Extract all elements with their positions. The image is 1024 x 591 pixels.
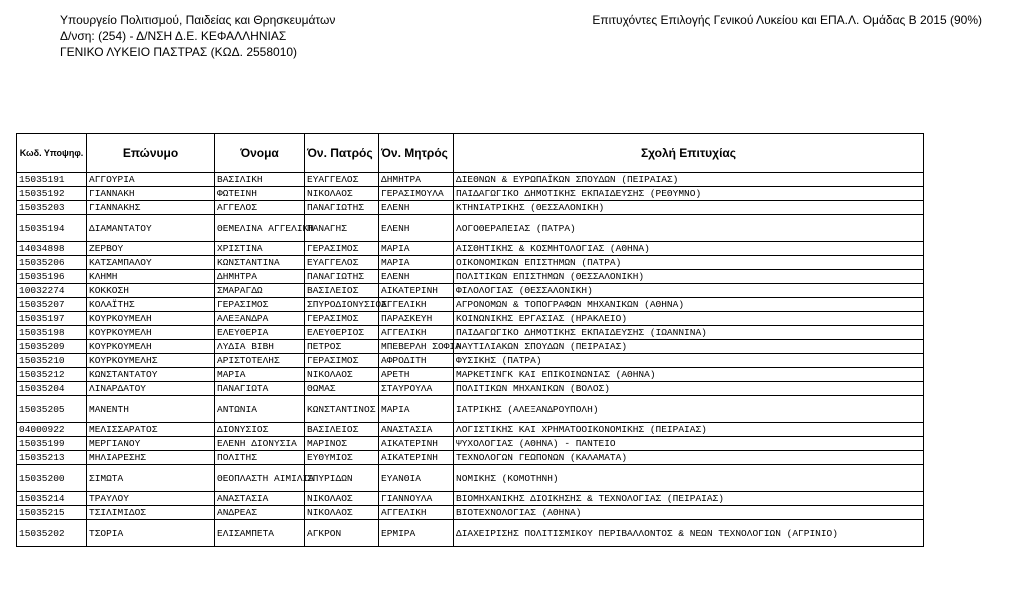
cell-father: ΚΩΝΣΤΑΝΤΙΝΟΣ bbox=[305, 396, 379, 423]
cell-code: 15035191 bbox=[17, 173, 87, 187]
cell-mother: ΓΙΑΝΝΟΥΛΑ bbox=[379, 492, 454, 506]
cell-name: ΕΛΙΣΑΜΠΕΤΑ bbox=[215, 520, 305, 547]
cell-surname: ΚΟΛΑΪΤΗΣ bbox=[87, 298, 215, 312]
cell-school: ΠΑΙΔΑΓΩΓΙΚΟ ΔΗΜΟΤΙΚΗΣ ΕΚΠΑΙΔΕΥΣΗΣ (ΙΩΑΝΝΙΝΑ) bbox=[454, 326, 924, 340]
cell-name: ΔΗΜΗΤΡΑ bbox=[215, 270, 305, 284]
cell-name: ΚΩΝΣΤΑΝΤΙΝΑ bbox=[215, 256, 305, 270]
cell-father: ΕΛΕΥΘΕΡΙΟΣ bbox=[305, 326, 379, 340]
cell-mother: ΑΙΚΑΤΕΡΙΝΗ bbox=[379, 451, 454, 465]
cell-surname: ΓΙΑΝΝΑΚΗΣ bbox=[87, 201, 215, 215]
table-row bbox=[17, 298, 924, 312]
cell-surname: ΜΕΛΙΣΣΑΡΑΤΟΣ bbox=[87, 423, 215, 437]
column-header-school: Σχολή Επιτυχίας bbox=[454, 134, 924, 173]
cell-father: ΘΩΜΑΣ bbox=[305, 382, 379, 396]
cell-surname: ΜΑΝΕΝΤΗ bbox=[87, 396, 215, 423]
cell-school: ΠΑΙΔΑΓΩΓΙΚΟ ΔΗΜΟΤΙΚΗΣ ΕΚΠΑΙΔΕΥΣΗΣ (ΡΕΘΥΜΝΟ) bbox=[454, 187, 924, 201]
cell-father: ΒΑΣΙΛΕΙΟΣ bbox=[305, 284, 379, 298]
cell-school: ΒΙΟΤΕΧΝΟΛΟΓΙΑΣ (ΑΘΗΝΑ) bbox=[454, 506, 924, 520]
cell-surname: ΚΟΥΡΚΟΥΜΕΛΗ bbox=[87, 340, 215, 354]
table-row bbox=[17, 437, 924, 451]
cell-surname: ΚΟΥΡΚΟΥΜΕΛΗ bbox=[87, 326, 215, 340]
cell-name: ΓΕΡΑΣΙΜΟΣ bbox=[215, 298, 305, 312]
cell-surname: ΚΛΗΜΗ bbox=[87, 270, 215, 284]
column-header-father: Όν. Πατρός bbox=[305, 134, 379, 173]
cell-code: 15035194 bbox=[17, 215, 87, 242]
table-row bbox=[17, 354, 924, 368]
cell-father: ΕΥΘΥΜΙΟΣ bbox=[305, 451, 379, 465]
cell-father: ΕΥΑΓΓΕΛΟΣ bbox=[305, 173, 379, 187]
cell-code: 15035200 bbox=[17, 465, 87, 492]
table-row bbox=[17, 340, 924, 354]
cell-name: ΑΝΤΩΝΙΑ bbox=[215, 396, 305, 423]
cell-mother: ΕΡΜΙΡΑ bbox=[379, 520, 454, 547]
cell-surname: ΚΟΥΡΚΟΥΜΕΛΗΣ bbox=[87, 354, 215, 368]
cell-code: 15035215 bbox=[17, 506, 87, 520]
document-title: Επιτυχόντες Επιλογής Γενικού Λυκείου και ΕΠΑ.Λ. Ομάδας Β 2015 (90%) bbox=[592, 13, 982, 27]
cell-surname: ΣΙΜΩΤΑ bbox=[87, 465, 215, 492]
cell-mother: ΜΠΕΒΕΡΛΗ ΣΟΦΙΑ bbox=[379, 340, 454, 354]
cell-name: ΜΑΡΙΑ bbox=[215, 368, 305, 382]
cell-mother: ΑΓΓΕΛΙΚΗ bbox=[379, 506, 454, 520]
table-row bbox=[17, 312, 924, 326]
cell-father: ΝΙΚΟΛΑΟΣ bbox=[305, 506, 379, 520]
cell-name: ΦΩΤΕΙΝΗ bbox=[215, 187, 305, 201]
cell-surname: ΓΙΑΝΝΑΚΗ bbox=[87, 187, 215, 201]
cell-mother: ΑΓΓΕΛΙΚΗ bbox=[379, 298, 454, 312]
cell-school: ΚΟΙΝΩΝΙΚΗΣ ΕΡΓΑΣΙΑΣ (ΗΡΑΚΛΕΙΟ) bbox=[454, 312, 924, 326]
cell-code: 15035198 bbox=[17, 326, 87, 340]
cell-code: 15035206 bbox=[17, 256, 87, 270]
cell-code: 15035205 bbox=[17, 396, 87, 423]
cell-father: ΓΕΡΑΣΙΜΟΣ bbox=[305, 354, 379, 368]
table-header-row bbox=[17, 134, 924, 173]
cell-name: ΛΥΔΙΑ ΒΙΒΗ bbox=[215, 340, 305, 354]
cell-mother: ΣΤΑΥΡΟΥΛΑ bbox=[379, 382, 454, 396]
table-row bbox=[17, 215, 924, 242]
column-header-code: Κωδ. Υποψηφ. bbox=[17, 134, 87, 173]
cell-surname: ΚΑΤΣΑΜΠΑΛΟΥ bbox=[87, 256, 215, 270]
table-row bbox=[17, 242, 924, 256]
cell-school: ΑΓΡΟΝΟΜΩΝ & ΤΟΠΟΓΡΑΦΩΝ ΜΗΧΑΝΙΚΩΝ (ΑΘΗΝΑ) bbox=[454, 298, 924, 312]
table-row bbox=[17, 465, 924, 492]
cell-school: ΒΙΟΜΗΧΑΝΙΚΗΣ ΔΙΟΙΚΗΣΗΣ & ΤΕΧΝΟΛΟΓΙΑΣ (ΠΕΙΡΑΙΑΣ) bbox=[454, 492, 924, 506]
school-name: ΓΕΝΙΚΟ ΛΥΚΕΙΟ ΠΑΣΤΡΑΣ (ΚΩΔ. 2558010) bbox=[60, 45, 298, 59]
cell-school: ΨΥΧΟΛΟΓΙΑΣ (ΑΘΗΝΑ) - ΠΑΝΤΕΙΟ bbox=[454, 437, 924, 451]
directorate-name: Δ/νση: (254) - Δ/ΝΣΗ Δ.Ε. ΚΕΦΑΛΛΗΝΙΑΣ bbox=[60, 29, 287, 43]
cell-school: ΠΟΛΙΤΙΚΩΝ ΕΠΙΣΤΗΜΩΝ (ΘΕΣΣΑΛΟΝΙΚΗ) bbox=[454, 270, 924, 284]
cell-mother: ΔΗΜΗΤΡΑ bbox=[379, 173, 454, 187]
cell-school: ΠΟΛΙΤΙΚΩΝ ΜΗΧΑΝΙΚΩΝ (ΒΟΛΟΣ) bbox=[454, 382, 924, 396]
cell-code: 15035209 bbox=[17, 340, 87, 354]
cell-school: ΦΙΛΟΛΟΓΙΑΣ (ΘΕΣΣΑΛΟΝΙΚΗ) bbox=[454, 284, 924, 298]
cell-mother: ΕΥΑΝΘΙΑ bbox=[379, 465, 454, 492]
cell-school: ΔΙΕΘΝΩΝ & ΕΥΡΩΠΑΪΚΩΝ ΣΠΟΥΔΩΝ (ΠΕΙΡΑΙΑΣ) bbox=[454, 173, 924, 187]
cell-school: ΟΙΚΟΝΟΜΙΚΩΝ ΕΠΙΣΤΗΜΩΝ (ΠΑΤΡΑ) bbox=[454, 256, 924, 270]
cell-mother: ΜΑΡΙΑ bbox=[379, 256, 454, 270]
cell-mother: ΠΑΡΑΣΚΕΥΗ bbox=[379, 312, 454, 326]
cell-surname: ΜΕΡΓΙΑΝΟΥ bbox=[87, 437, 215, 451]
table-row bbox=[17, 326, 924, 340]
cell-father: ΣΠΥΡΙΔΩΝ bbox=[305, 465, 379, 492]
cell-code: 15035197 bbox=[17, 312, 87, 326]
table-row bbox=[17, 201, 924, 215]
cell-father: ΒΑΣΙΛΕΙΟΣ bbox=[305, 423, 379, 437]
cell-name: ΑΓΓΕΛΟΣ bbox=[215, 201, 305, 215]
cell-name: ΑΛΕΞΑΝΔΡΑ bbox=[215, 312, 305, 326]
cell-mother: ΕΛΕΝΗ bbox=[379, 270, 454, 284]
cell-name: ΒΑΣΙΛΙΚΗ bbox=[215, 173, 305, 187]
cell-code: 14034898 bbox=[17, 242, 87, 256]
cell-school: ΝΟΜΙΚΗΣ (ΚΟΜΟΤΗΝΗ) bbox=[454, 465, 924, 492]
cell-code: 15035212 bbox=[17, 368, 87, 382]
cell-mother: ΜΑΡΙΑ bbox=[379, 242, 454, 256]
cell-surname: ΤΡΑΥΛΟΥ bbox=[87, 492, 215, 506]
cell-code: 15035203 bbox=[17, 201, 87, 215]
table-row bbox=[17, 368, 924, 382]
cell-code: 15035192 bbox=[17, 187, 87, 201]
cell-name: ΠΟΛΙΤΗΣ bbox=[215, 451, 305, 465]
ministry-name: Υπουργείο Πολιτισμού, Παιδείας και Θρησκευμάτων bbox=[60, 13, 336, 27]
column-header-mother: Όν. Μητρός bbox=[379, 134, 454, 173]
cell-code: 15035204 bbox=[17, 382, 87, 396]
cell-school: ΤΕΧΝΟΛΟΓΩΝ ΓΕΩΠΟΝΩΝ (ΚΑΛΑΜΑΤΑ) bbox=[454, 451, 924, 465]
cell-name: ΕΛΕΥΘΕΡΙΑ bbox=[215, 326, 305, 340]
table-row bbox=[17, 396, 924, 423]
cell-school: ΛΟΓΟΘΕΡΑΠΕΙΑΣ (ΠΑΤΡΑ) bbox=[454, 215, 924, 242]
cell-surname: ΜΗΛΙΑΡΕΣΗΣ bbox=[87, 451, 215, 465]
cell-school: ΚΤΗΝΙΑΤΡΙΚΗΣ (ΘΕΣΣΑΛΟΝΙΚΗ) bbox=[454, 201, 924, 215]
cell-code: 10032274 bbox=[17, 284, 87, 298]
cell-father: ΣΠΥΡΟΔΙΟΝΥΣΙΟΣ bbox=[305, 298, 379, 312]
cell-mother: ΜΑΡΙΑ bbox=[379, 396, 454, 423]
cell-name: ΑΡΙΣΤΟΤΕΛΗΣ bbox=[215, 354, 305, 368]
table-row bbox=[17, 520, 924, 547]
cell-father: ΝΙΚΟΛΑΟΣ bbox=[305, 368, 379, 382]
cell-school: ΛΟΓΙΣΤΙΚΗΣ ΚΑΙ ΧΡΗΜΑΤΟΟΙΚΟΝΟΜΙΚΗΣ (ΠΕΙΡΑΙΑΣ) bbox=[454, 423, 924, 437]
table-row bbox=[17, 492, 924, 506]
cell-father: ΝΙΚΟΛΑΟΣ bbox=[305, 492, 379, 506]
cell-school: ΔΙΑΧΕΙΡΙΣΗΣ ΠΟΛΙΤΙΣΜΙΚΟΥ ΠΕΡΙΒΑΛΛΟΝΤΟΣ & ΝΕΩΝ ΤΕΧΝΟΛΟΓΙΩΝ (ΑΓΡΙΝΙΟ) bbox=[454, 520, 924, 547]
table-row bbox=[17, 284, 924, 298]
cell-mother: ΑΡΕΤΗ bbox=[379, 368, 454, 382]
cell-surname: ΤΣΙΛΙΜΙΔΟΣ bbox=[87, 506, 215, 520]
cell-name: ΠΑΝΑΓΙΩΤΑ bbox=[215, 382, 305, 396]
cell-mother: ΑΓΓΕΛΙΚΗ bbox=[379, 326, 454, 340]
cell-code: 15035214 bbox=[17, 492, 87, 506]
cell-father: ΝΙΚΟΛΑΟΣ bbox=[305, 187, 379, 201]
cell-code: 15035196 bbox=[17, 270, 87, 284]
cell-name: ΣΜΑΡΑΓΔΩ bbox=[215, 284, 305, 298]
cell-surname: ΤΣΟΡΙΑ bbox=[87, 520, 215, 547]
table-row bbox=[17, 173, 924, 187]
cell-mother: ΑΙΚΑΤΕΡΙΝΗ bbox=[379, 284, 454, 298]
cell-father: ΕΥΑΓΓΕΛΟΣ bbox=[305, 256, 379, 270]
cell-name: ΕΛΕΝΗ ΔΙΟΝΥΣΙΑ bbox=[215, 437, 305, 451]
cell-father: ΑΓΚΡΟΝ bbox=[305, 520, 379, 547]
cell-school: ΦΥΣΙΚΗΣ (ΠΑΤΡΑ) bbox=[454, 354, 924, 368]
cell-surname: ΚΟΥΡΚΟΥΜΕΛΗ bbox=[87, 312, 215, 326]
cell-mother: ΑΝΑΣΤΑΣΙΑ bbox=[379, 423, 454, 437]
column-header-surname: Επώνυμο bbox=[87, 134, 215, 173]
table-row bbox=[17, 256, 924, 270]
cell-name: ΔΙΟΝΥΣΙΟΣ bbox=[215, 423, 305, 437]
cell-school: ΜΑΡΚΕΤΙΝΓΚ ΚΑΙ ΕΠΙΚΟΙΝΩΝΙΑΣ (ΑΘΗΝΑ) bbox=[454, 368, 924, 382]
results-table bbox=[16, 133, 924, 547]
table-row bbox=[17, 423, 924, 437]
cell-father: ΜΑΡΙΝΟΣ bbox=[305, 437, 379, 451]
cell-code: 15035202 bbox=[17, 520, 87, 547]
cell-name: ΧΡΙΣΤΙΝΑ bbox=[215, 242, 305, 256]
cell-mother: ΓΕΡΑΣΙΜΟΥΛΑ bbox=[379, 187, 454, 201]
cell-name: ΘΕΟΠΛΑΣΤΗ ΑΙΜΙΛΙΑ bbox=[215, 465, 305, 492]
cell-mother: ΑΦΡΟΔΙΤΗ bbox=[379, 354, 454, 368]
cell-father: ΠΑΝΑΓΙΩΤΗΣ bbox=[305, 201, 379, 215]
cell-surname: ΚΩΝΣΤΑΝΤΑΤΟΥ bbox=[87, 368, 215, 382]
table-row bbox=[17, 506, 924, 520]
table-row bbox=[17, 382, 924, 396]
cell-code: 04000922 bbox=[17, 423, 87, 437]
cell-name: ΘΕΜΕΛΙΝΑ ΑΓΓΕΛΙΚΗ bbox=[215, 215, 305, 242]
cell-school: ΑΙΣΘΗΤΙΚΗΣ & ΚΟΣΜΗΤΟΛΟΓΙΑΣ (ΑΘΗΝΑ) bbox=[454, 242, 924, 256]
cell-code: 15035207 bbox=[17, 298, 87, 312]
column-header-name: Όνομα bbox=[215, 134, 305, 173]
cell-father: ΠΕΤΡΟΣ bbox=[305, 340, 379, 354]
cell-father: ΓΕΡΑΣΙΜΟΣ bbox=[305, 312, 379, 326]
cell-father: ΓΕΡΑΣΙΜΟΣ bbox=[305, 242, 379, 256]
table-row bbox=[17, 187, 924, 201]
cell-code: 15035199 bbox=[17, 437, 87, 451]
document-header bbox=[60, 12, 335, 60]
cell-surname: ΔΙΑΜΑΝΤΑΤΟΥ bbox=[87, 215, 215, 242]
cell-mother: ΑΙΚΑΤΕΡΙΝΗ bbox=[379, 437, 454, 451]
cell-mother: ΕΛΕΝΗ bbox=[379, 215, 454, 242]
cell-surname: ΖΕΡΒΟΥ bbox=[87, 242, 215, 256]
cell-name: ΑΝΑΣΤΑΣΙΑ bbox=[215, 492, 305, 506]
cell-father: ΠΑΝΑΓΙΩΤΗΣ bbox=[305, 270, 379, 284]
table-row bbox=[17, 270, 924, 284]
cell-name: ΑΝΔΡΕΑΣ bbox=[215, 506, 305, 520]
cell-surname: ΛΙΝΑΡΔΑΤΟΥ bbox=[87, 382, 215, 396]
cell-code: 15035213 bbox=[17, 451, 87, 465]
cell-school: ΙΑΤΡΙΚΗΣ (ΑΛΕΞΑΝΔΡΟΥΠΟΛΗ) bbox=[454, 396, 924, 423]
cell-surname: ΑΓΓΟΥΡΙΑ bbox=[87, 173, 215, 187]
cell-father: ΠΑΝΑΓΗΣ bbox=[305, 215, 379, 242]
cell-mother: ΕΛΕΝΗ bbox=[379, 201, 454, 215]
table-row bbox=[17, 451, 924, 465]
cell-school: ΝΑΥΤΙΛΙΑΚΩΝ ΣΠΟΥΔΩΝ (ΠΕΙΡΑΙΑΣ) bbox=[454, 340, 924, 354]
cell-surname: ΚΟΚΚΟΣΗ bbox=[87, 284, 215, 298]
cell-code: 15035210 bbox=[17, 354, 87, 368]
